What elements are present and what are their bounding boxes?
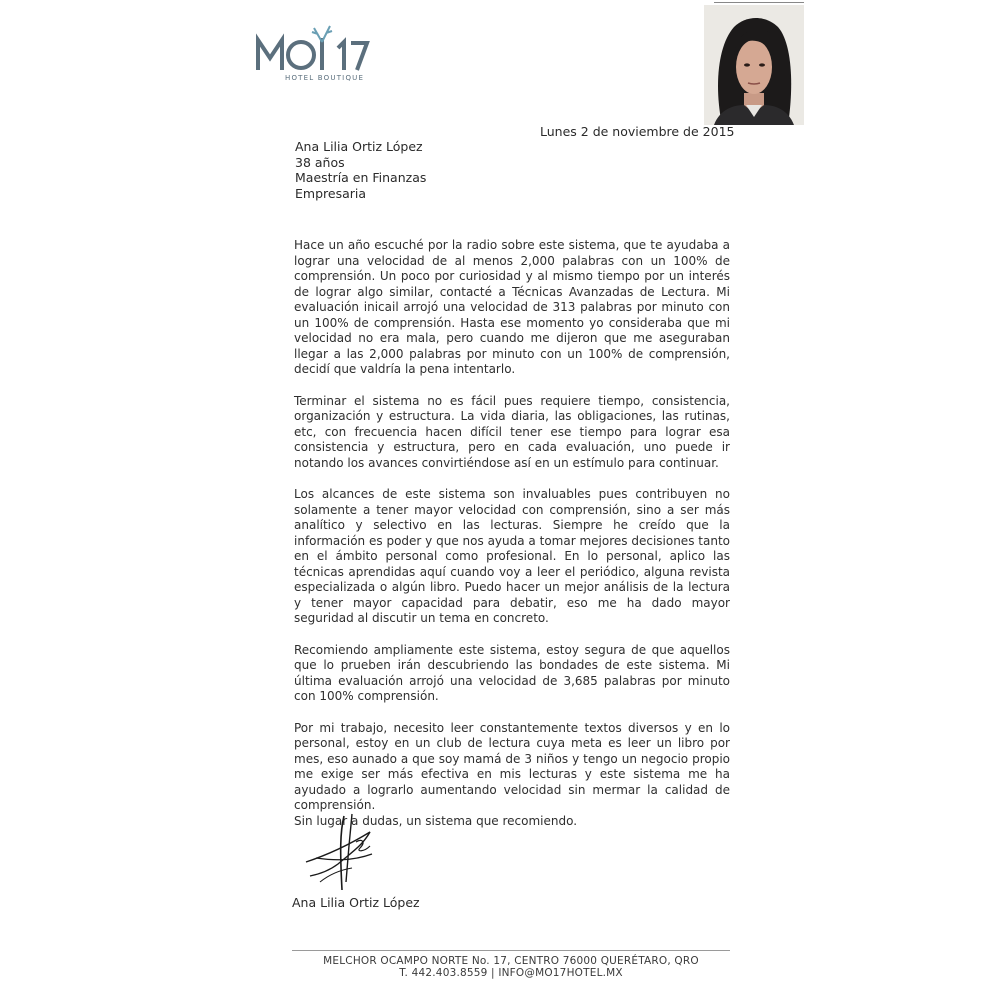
closing-line: Sin lugar a dudas, un sistema que recomiendo.	[294, 813, 578, 828]
portrait-photo	[704, 5, 804, 125]
photo-frame-line	[714, 2, 804, 3]
sender-degree: Maestría en Finanzas	[295, 170, 427, 185]
sender-occupation: Empresaria	[295, 185, 367, 201]
logo-subtitle: HOTEL BOUTIQUE	[285, 74, 365, 82]
paragraph-2: Terminar el sistema no es fácil pues requiere tiempo, consistencia, organización y estructura. La vida diaria, las obligaciones, las rutinas, etc, con frecuencia hacen difícil tener ese tiempo para lograr esa consistencia y estructura, pero en cada evaluación, uno puede ir notando los avances convirtiéndose así en un estímulo para continuar.	[294, 393, 730, 470]
sender-name: Ana Lilia Ortiz López	[295, 139, 423, 154]
letter-body	[294, 238, 730, 845]
footer-address: MELCHOR OCAMPO NORTE No. 17, CENTRO 76000 QUERÉTARO, QRO	[323, 955, 699, 967]
paragraph-5: Por mi trabajo, necesito leer constantemente textos diversos y en lo personal, estoy en un club de lectura cuya meta es leer un libro por mes, eso aunado a que soy mamá de 3 niños y tengo un negocio propio me exige ser más efectiva en mis lecturas y este sistema me ha ayudado a lograrlo aumentando velocidad sin mermar la calidad de comprensión.	[294, 720, 730, 812]
footer-divider	[292, 950, 730, 951]
handwritten-signature	[300, 812, 390, 894]
signature-name: Ana Lilia Ortiz López	[292, 895, 420, 910]
letter-date: Lunes 2 de noviembre de 2015	[540, 124, 735, 139]
paragraph-4: Recomiendo ampliamente este sistema, estoy segura de que aquellos que lo prueben irán descubriendo las bondades de este sistema. Mi última evaluación arrojó una velocidad de 3,685 palabras por minuto con 100% comprensión.	[294, 642, 730, 703]
sender-age: 38 años	[295, 154, 345, 170]
paragraph-3: Los alcances de este sistema son invaluables pues contribuyen no solamente a tener mayor velocidad con comprensión, sino a ser más analítico y selectivo en las lecturas. Siempre he creído que la información es poder y que nos ayuda a tomar mejores decisiones tanto en el ámbito personal como profesional. En lo personal, aplico las técnicas aprendidas aquí cuando voy a leer el periódico, alguna revista especializada o algún libro. Puedo hacer un mejor análisis de la lectura y tener mayor capacidad para debatir, eso me ha dado mayor seguridad al discutir un tema en concreto.	[294, 487, 730, 625]
paragraph-1: Hace un año escuché por la radio sobre este sistema, que te ayudaba a lograr una velocidad de al menos 2,000 palabras con un 100% de comprensión. Un poco por curiosidad y al mismo tiempo por un interés de lograr algo similar, contacté a Técnicas Avanzadas de Lectura. Mi evaluación inicail arrojó una velocidad de 313 palabras por minuto con un 100% de comprensión. Hasta ese momento yo consideraba que mi velocidad no era mala, pero cuando me dijeron que me aseguraban llegar a las 2,000 palabras por minuto con un 100% de comprensión, decidí que valdría la pena intentarlo.	[294, 238, 730, 376]
footer-contact: T. 442.403.8559 | INFO@MO17HOTEL.MX	[399, 967, 623, 979]
sender-info	[295, 139, 426, 201]
